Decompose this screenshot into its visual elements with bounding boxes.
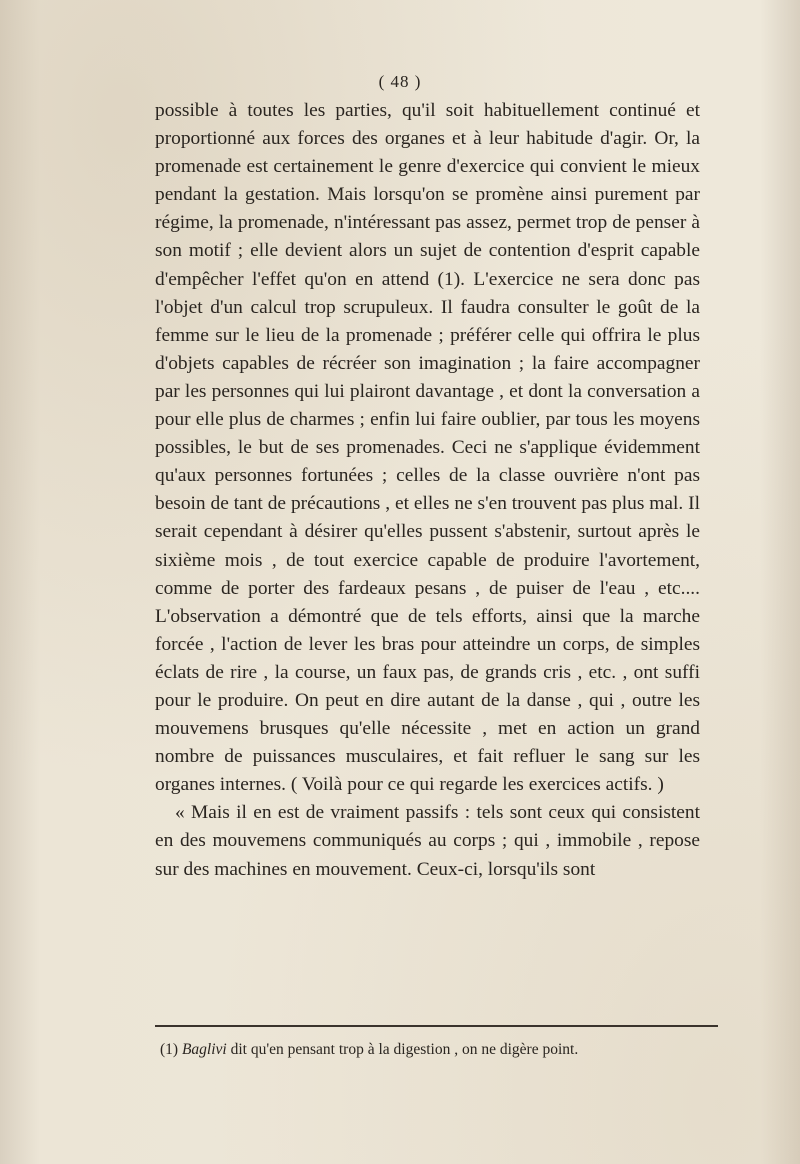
- footnote-author: Baglivi: [181, 1041, 227, 1058]
- paragraph: possible à toutes les parties, qu'il soit habituellement continué et proportionné aux forces des organes et à leur habitude d'agir. Or, la promenade est certainement le genre d'exercice qui convient le mieux pendant la gestation. Mais lorsqu'on se promène ainsi purement par régime, la promenade, n'intéressant pas assez, permet trop de penser à son motif ; elle devient alors un sujet de contention d'esprit capable d'empêcher l'effet qu'on en attend (1). L'exercice ne sera donc pas l'objet d'un calcul trop scrupuleux. Il faudra consulter le goût de la femme sur le lieu de la promenade ; préférer celle qui offrira le plus d'objets capables de récréer son imagination ; la faire accompagner par les personnes qui lui plairont davantage , et dont la conversation a pour elle plus de charmes ; enfin lui faire oublier, par tous les moyens possibles, le but de ses promenades. Ceci ne s'applique évidemment qu'aux personnes fortunées ; celles de la classe ouvrière n'ont pas besoin de tant de précautions , et elles ne s'en trouvent pas plus mal. Il serait cependant à désirer qu'elles pussent s'abstenir, surtout après le sixième mois , de tout exercice capable de produire l'avortement, comme de porter des fardeaux pesans , de puiser de l'eau , etc.... L'observation a démontré que de tels efforts, ainsi que la marche forcée , l'action de lever les bras pour atteindre un corps, de simples éclats de rire , la course, un faux pas, de grands cris , etc. , ont suffi pour le produire. On peut en dire autant de la danse , qui , outre les mouvemens brusques qu'elle nécessite , met en action un grand nombre de puissances musculaires, et fait refluer le sang sur les organes internes. ( Voilà pour ce qui regarde les exercices actifs. ): [155, 100, 700, 796]
- page-number: ( 48 ): [378, 72, 422, 91]
- footnote-text: dit qu'en pensant trop à la digestion , on ne digère point.: [230, 1041, 579, 1058]
- footnote: [160, 1040, 720, 1060]
- paragraph: « Mais il en est de vraiment passifs : tels sont ceux qui consistent en des mouvemens communiqués au corps ; qui , immobile , repose sur des machines en mouvement. Ceux-ci, lorsqu'ils sont: [155, 802, 700, 880]
- body-text: [155, 97, 700, 884]
- footnote-marker: (1): [160, 1041, 179, 1058]
- footnote-divider: [155, 1025, 718, 1027]
